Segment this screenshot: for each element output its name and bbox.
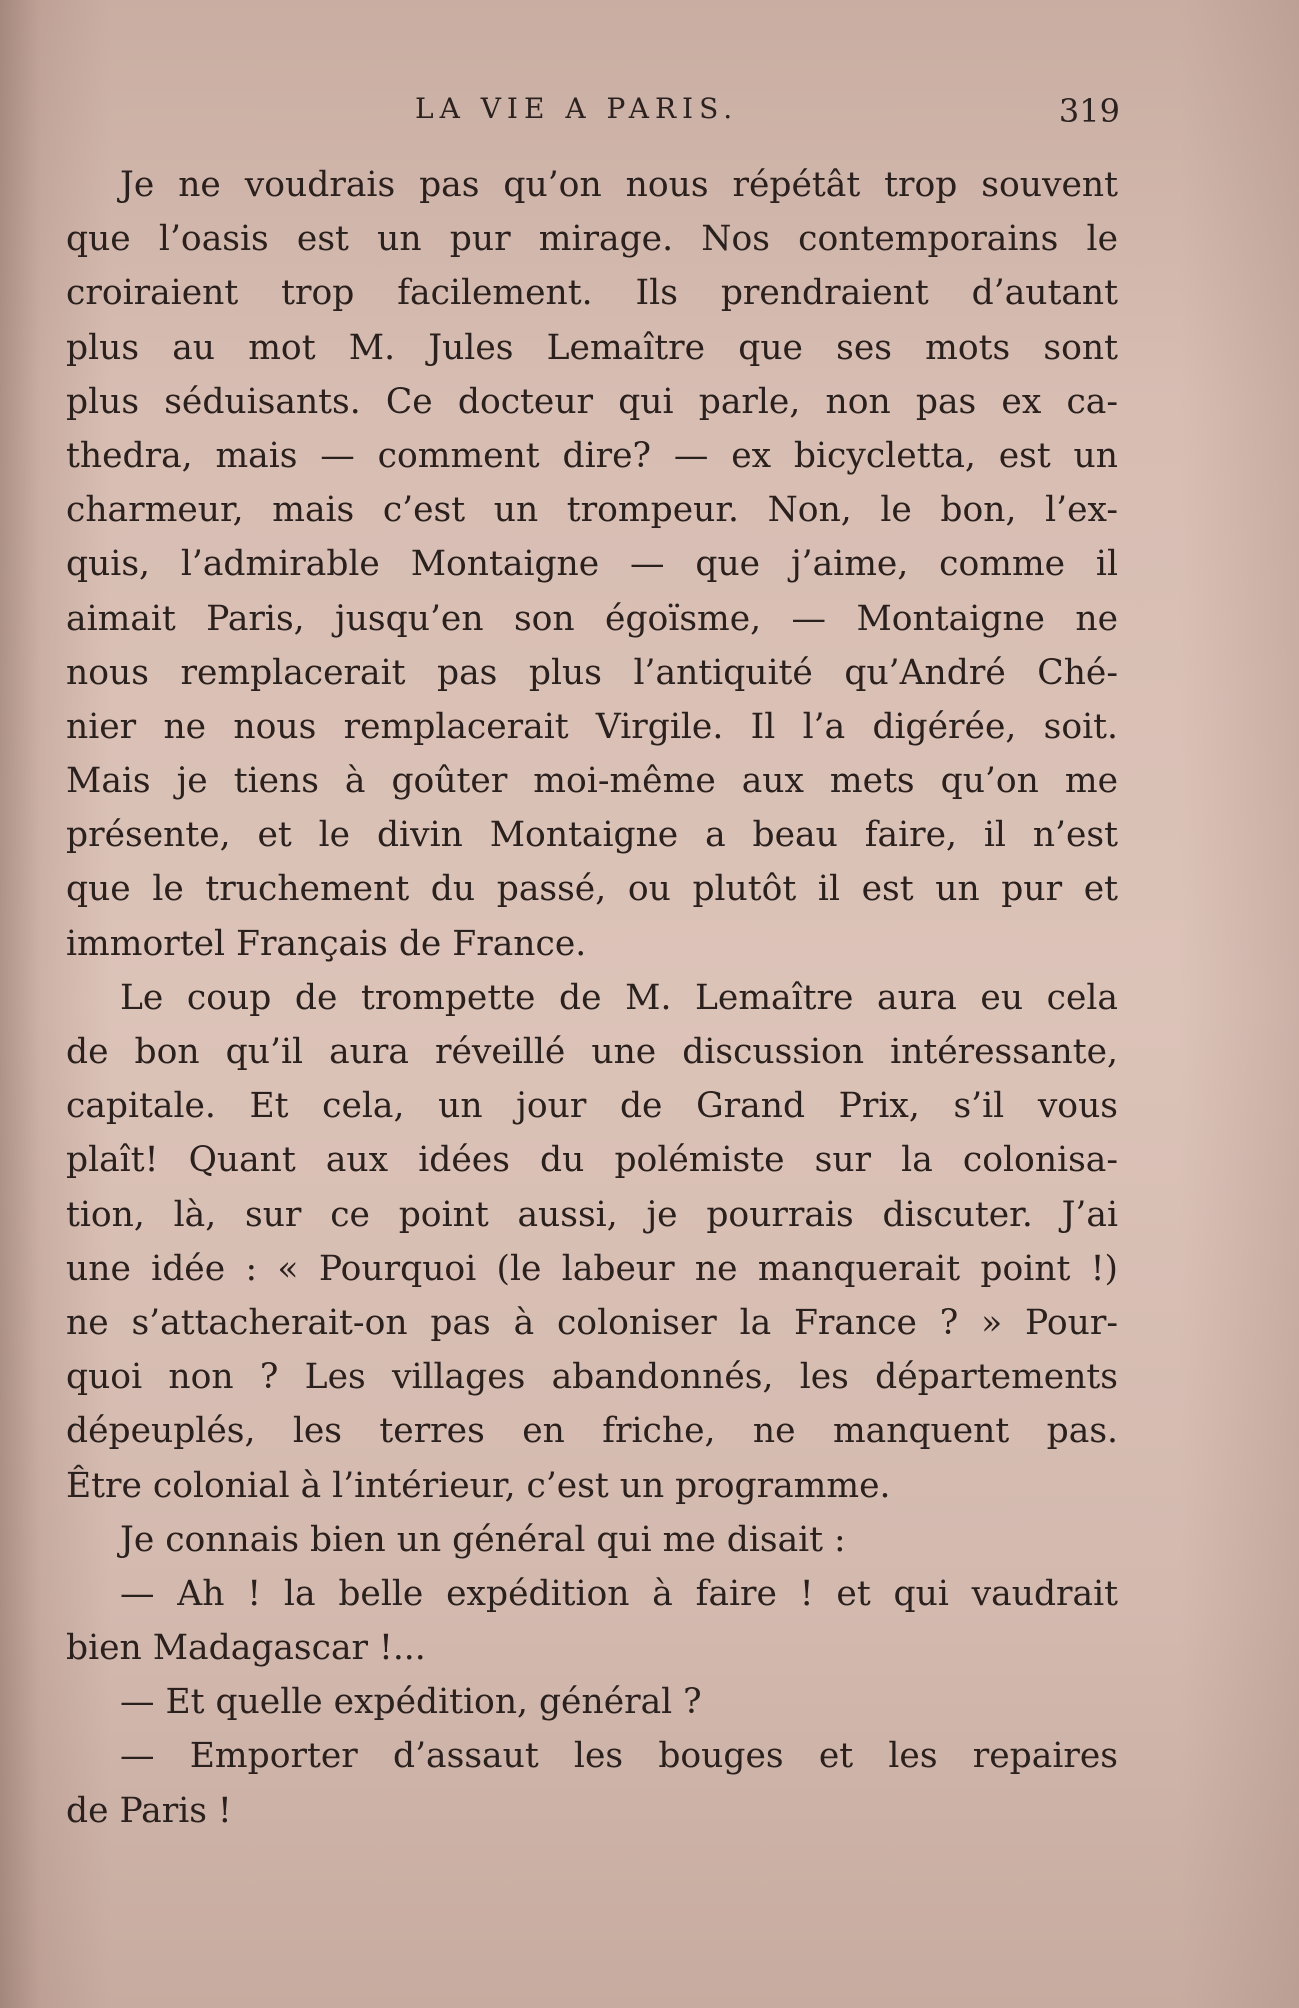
- page-header: [70, 92, 1120, 132]
- text-line: Je ne voudrais pas qu’on nous répétât trop souvent: [120, 165, 1118, 205]
- text-line: dépeuplés, les terres en friche, ne manquent pas.: [66, 1411, 1118, 1452]
- text-line: plus au mot M. Jules Lemaître que ses mots sont: [66, 327, 1118, 368]
- text-line: nier ne nous remplacerait Virgile. Il l’a digérée, soit.: [66, 706, 1118, 747]
- text-line: croiraient trop facilement. Ils prendraient d’autant: [66, 273, 1118, 314]
- text-line: de bon qu’il aura réveillé une discussion intéressante,: [66, 1032, 1118, 1072]
- text-line: ne s’attacherait-on pas à coloniser la France ? » Pour-: [66, 1302, 1118, 1343]
- text-line: présente, et le divin Montaigne a beau faire, il n’est: [66, 815, 1118, 856]
- running-title: LA VIE A PARIS.: [415, 92, 739, 125]
- text-line: Mais je tiens à goûter moi-même aux mets qu’on me: [66, 761, 1118, 802]
- text-line: bien Madagascar !...: [66, 1628, 426, 1669]
- text-line: que le truchement du passé, ou plutôt il est un pur et: [66, 869, 1118, 910]
- text-line: nous remplacerait pas plus l’antiquité qu’André Ché-: [66, 652, 1118, 693]
- text-line: quis, l’admirable Montaigne — que j’aime, comme il: [66, 544, 1118, 585]
- text-line: de Paris !: [66, 1790, 232, 1831]
- page-number: 319: [1058, 92, 1120, 130]
- text-line: plus séduisants. Ce docteur qui parle, non pas ex ca-: [66, 381, 1118, 422]
- text-line: immortel Français de France.: [66, 923, 587, 964]
- text-line: — Ah ! la belle expédition à faire ! et qui vaudrait: [120, 1573, 1118, 1614]
- text-line: charmeur, mais c’est un trompeur. Non, le bon, l’ex-: [66, 490, 1118, 531]
- text-line: — Emporter d’assaut les bouges et les repaires: [120, 1736, 1118, 1777]
- text-line: — Et quelle expédition, général ?: [120, 1682, 702, 1723]
- text-line: aimait Paris, jusqu’en son égoïsme, — Montaigne ne: [66, 598, 1118, 639]
- text-line: plaît! Quant aux idées du polémiste sur la colonisa-: [66, 1140, 1118, 1181]
- text-line: Le coup de trompette de M. Lemaître aura eu cela: [120, 977, 1118, 1018]
- text-line: tion, là, sur ce point aussi, je pourrais discuter. J’ai: [66, 1194, 1118, 1235]
- text-line: thedra, mais — comment dire? — ex bicycletta, est un: [66, 435, 1118, 476]
- text-line: capitale. Et cela, un jour de Grand Prix, s’il vous: [66, 1086, 1118, 1127]
- text-line: Je connais bien un général qui me disait :: [120, 1519, 846, 1560]
- text-line: une idée : « Pourquoi (le labeur ne manquerait point !): [66, 1248, 1118, 1289]
- text-line: quoi non ? Les villages abandonnés, les départements: [66, 1357, 1118, 1398]
- body-text: [66, 158, 1118, 1838]
- text-line: que l’oasis est un pur mirage. Nos contemporains le: [66, 219, 1118, 260]
- text-line: Être colonial à l’intérieur, c’est un programme.: [66, 1465, 891, 1506]
